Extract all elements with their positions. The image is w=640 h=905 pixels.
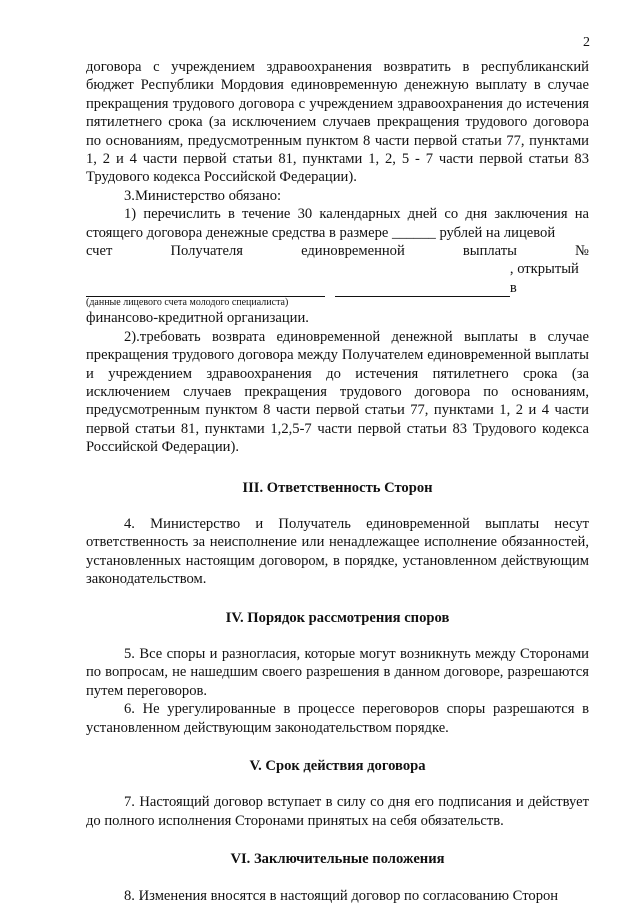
item-3-title: 3.Министерство обязано: bbox=[124, 187, 282, 204]
item-3-1-end: финансово-кредитной организации. bbox=[86, 310, 309, 327]
account-line bbox=[86, 242, 589, 260]
opened-in-text: , открытый в bbox=[509, 261, 579, 296]
paragraph-continuation: договора с учреждением здравоохранения возвратить в республиканский бюджет Республики Мордовия единовременную денежную выплату в случае прекращения трудового договора с учреждением здравоохранения до истечения пятилетнего срока (за исключением случаев прекращения трудового договора по основаниям, предусмотренным пунктом 8 части первой статьи 77, пунктами 1, 2 и 4 части первой статьи 81, пунктами 1, 2, 5 - 7 части первой статьи 83 Трудового кодекса Российской Федерации). bbox=[86, 59, 589, 186]
section-6-title: VI. Заключительные положения bbox=[230, 851, 445, 868]
account-blank-1 bbox=[86, 284, 325, 297]
item-5-text: 5. Все споры и разногласия, которые могут возникнуть между Сторонами по вопросам, не нашедшим своего разрешения в данном договоре, разрешаются путем переговоров. bbox=[86, 645, 589, 699]
account-caption: (данные лицевого счета молодого специалиста) bbox=[86, 297, 289, 309]
account-blank-2 bbox=[335, 284, 510, 297]
document-body bbox=[86, 58, 589, 905]
item-7-text: 7. Настоящий договор вступает в силу со дня его подписания и действует до полного исполнения Сторонами принятых на себя обязательств. bbox=[86, 794, 589, 829]
account-word-3: единовременной bbox=[301, 243, 405, 260]
account-word-4: выплаты bbox=[462, 243, 517, 260]
account-word-2: Получателя bbox=[170, 243, 243, 260]
item-3-1-text: 1) перечислить в течение 30 календарных дней со дня заключения на стоящего договора денежные средства в размере ______ рублей на лицевой bbox=[86, 206, 589, 241]
account-word-5: № bbox=[575, 243, 589, 260]
item-3-2-text: 2).требовать возврата единовременной денежной выплаты в случае прекращения трудового договора между Получателем единовременной выплаты и учреждением здравоохранения до истечения пятилетнего срока (за исключением случаев прекращения трудового договора по основаниям, предусмотренным пунктом 8 части первой статьи 77, пунктами 1, 2 и 4 части первой статьи 81, пунктами 1,2,5-7 части первой статьи 83 Трудового кодекса Российской Федерации). bbox=[86, 328, 589, 456]
account-blank-line bbox=[86, 260, 589, 297]
section-5-title: V. Срок действия договора bbox=[249, 758, 426, 774]
section-4-title: IV. Порядок рассмотрения споров bbox=[225, 609, 450, 626]
page-number: 2 bbox=[583, 35, 590, 50]
item-8-text: 8. Изменения вносятся в настоящий договор по согласованию Сторон bbox=[124, 887, 559, 904]
item-6-text: 6. Не урегулированные в процессе переговоров споры разрешаются в установленном действующим законодательством порядке. bbox=[86, 701, 589, 736]
item-4-text: 4. Министерство и Получатель единовременной выплаты несут ответственность за неисполнение или ненадлежащее исполнение обязанностей, установленных настоящим договором, в порядке, установленном действующим законодательством. bbox=[86, 515, 589, 588]
section-3-title: III. Ответственность Сторон bbox=[242, 479, 433, 496]
account-word-1: счет bbox=[86, 243, 113, 260]
